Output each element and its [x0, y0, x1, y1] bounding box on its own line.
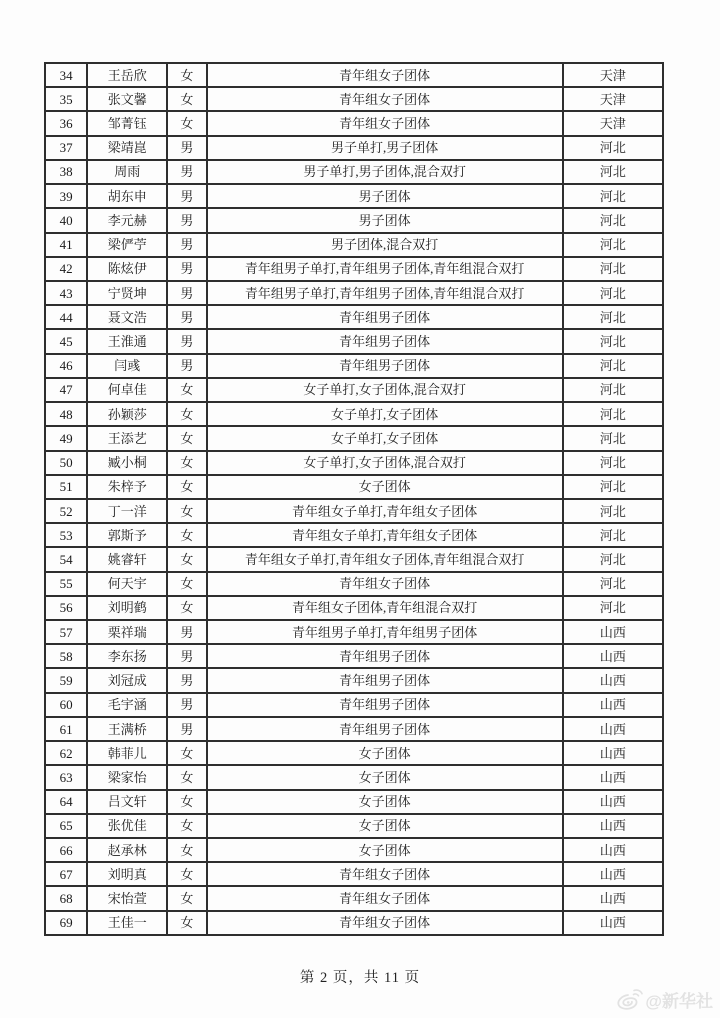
cell-gender: 女: [167, 911, 206, 935]
table-row: [45, 426, 663, 450]
cell-province: 山西: [563, 668, 663, 692]
cell-events: 青年组男子单打,青年组男子团体,青年组混合双打: [207, 281, 563, 305]
cell-events: 青年组女子团体: [207, 911, 563, 935]
cell-gender: 女: [167, 765, 206, 789]
cell-province: 山西: [563, 693, 663, 717]
table-row: [45, 378, 663, 402]
table-row: [45, 184, 663, 208]
cell-events: 女子团体: [207, 790, 563, 814]
table-row: [45, 790, 663, 814]
roster-table-container: [44, 62, 664, 936]
table-row: [45, 596, 663, 620]
cell-name: 陈炫伊: [87, 257, 167, 281]
cell-province: 山西: [563, 717, 663, 741]
table-row: [45, 160, 663, 184]
table-row: [45, 402, 663, 426]
cell-events: 青年组女子团体: [207, 111, 563, 135]
cell-province: 河北: [563, 402, 663, 426]
table-row: [45, 233, 663, 257]
cell-province: 河北: [563, 596, 663, 620]
cell-number: 36: [45, 111, 87, 135]
cell-gender: 男: [167, 305, 206, 329]
cell-gender: 男: [167, 208, 206, 232]
cell-name: 宋怡萱: [87, 886, 167, 910]
cell-name: 王满桥: [87, 717, 167, 741]
table-row: [45, 741, 663, 765]
cell-gender: 男: [167, 644, 206, 668]
table-row: [45, 814, 663, 838]
cell-events: 青年组男子团体: [207, 329, 563, 353]
cell-gender: 男: [167, 693, 206, 717]
cell-province: 山西: [563, 741, 663, 765]
cell-name: 张优佳: [87, 814, 167, 838]
table-row: [45, 693, 663, 717]
cell-events: 青年组男子团体: [207, 305, 563, 329]
cell-gender: 男: [167, 329, 206, 353]
cell-number: 58: [45, 644, 87, 668]
cell-number: 64: [45, 790, 87, 814]
cell-number: 56: [45, 596, 87, 620]
table-row: [45, 572, 663, 596]
cell-events: 女子团体: [207, 741, 563, 765]
cell-events: 男子单打,男子团体: [207, 136, 563, 160]
cell-number: 41: [45, 233, 87, 257]
table-row: [45, 523, 663, 547]
table-row: [45, 305, 663, 329]
cell-events: 青年组女子团体: [207, 886, 563, 910]
cell-name: 孙颖莎: [87, 402, 167, 426]
cell-province: 河北: [563, 257, 663, 281]
cell-events: 青年组女子团体,青年组混合双打: [207, 596, 563, 620]
table-row: [45, 547, 663, 571]
cell-number: 67: [45, 862, 87, 886]
cell-gender: 男: [167, 354, 206, 378]
cell-gender: 男: [167, 184, 206, 208]
table-row: [45, 886, 663, 910]
cell-name: 何天宇: [87, 572, 167, 596]
cell-province: 河北: [563, 451, 663, 475]
table-row: [45, 281, 663, 305]
cell-province: 河北: [563, 547, 663, 571]
cell-events: 女子单打,女子团体,混合双打: [207, 451, 563, 475]
cell-number: 65: [45, 814, 87, 838]
cell-province: 河北: [563, 184, 663, 208]
table-row: [45, 765, 663, 789]
cell-name: 臧小桐: [87, 451, 167, 475]
cell-gender: 女: [167, 862, 206, 886]
cell-name: 刘明真: [87, 862, 167, 886]
cell-number: 51: [45, 475, 87, 499]
cell-events: 男子团体: [207, 184, 563, 208]
cell-name: 王淮通: [87, 329, 167, 353]
table-row: [45, 911, 663, 935]
cell-events: 男子团体: [207, 208, 563, 232]
cell-name: 栗祥瑞: [87, 620, 167, 644]
cell-name: 梁靖崑: [87, 136, 167, 160]
cell-name: 姚睿轩: [87, 547, 167, 571]
cell-province: 天津: [563, 87, 663, 111]
cell-province: 山西: [563, 620, 663, 644]
cell-name: 王添艺: [87, 426, 167, 450]
watermark-label: @新华社: [645, 992, 713, 1011]
cell-province: 山西: [563, 862, 663, 886]
cell-province: 天津: [563, 111, 663, 135]
cell-events: 青年组男子单打,青年组男子团体: [207, 620, 563, 644]
cell-gender: 男: [167, 136, 206, 160]
table-row: [45, 717, 663, 741]
cell-gender: 女: [167, 111, 206, 135]
cell-name: 梁家怡: [87, 765, 167, 789]
cell-gender: 女: [167, 886, 206, 910]
cell-name: 张文馨: [87, 87, 167, 111]
table-row: [45, 620, 663, 644]
cell-events: 青年组男子团体: [207, 644, 563, 668]
cell-name: 吕文轩: [87, 790, 167, 814]
cell-gender: 男: [167, 717, 206, 741]
cell-name: 梁俨苧: [87, 233, 167, 257]
cell-events: 女子团体: [207, 838, 563, 862]
cell-province: 河北: [563, 572, 663, 596]
cell-name: 刘明鹤: [87, 596, 167, 620]
weibo-icon: [617, 989, 643, 1010]
cell-events: 青年组男子单打,青年组男子团体,青年组混合双打: [207, 257, 563, 281]
cell-province: 河北: [563, 499, 663, 523]
cell-number: 43: [45, 281, 87, 305]
cell-events: 女子团体: [207, 814, 563, 838]
cell-name: 周雨: [87, 160, 167, 184]
cell-number: 63: [45, 765, 87, 789]
watermark: [617, 987, 713, 1012]
cell-gender: 女: [167, 451, 206, 475]
cell-name: 丁一洋: [87, 499, 167, 523]
page-footer: [0, 966, 720, 987]
cell-number: 53: [45, 523, 87, 547]
cell-province: 山西: [563, 838, 663, 862]
cell-name: 胡东申: [87, 184, 167, 208]
cell-events: 青年组男子团体: [207, 717, 563, 741]
cell-gender: 男: [167, 257, 206, 281]
cell-number: 42: [45, 257, 87, 281]
cell-number: 62: [45, 741, 87, 765]
cell-number: 40: [45, 208, 87, 232]
cell-province: 河北: [563, 208, 663, 232]
cell-gender: 女: [167, 87, 206, 111]
table-row: [45, 644, 663, 668]
cell-province: 河北: [563, 378, 663, 402]
cell-name: 何卓佳: [87, 378, 167, 402]
table-row: [45, 329, 663, 353]
cell-events: 女子单打,女子团体: [207, 402, 563, 426]
table-row: [45, 499, 663, 523]
cell-gender: 女: [167, 814, 206, 838]
cell-province: 河北: [563, 305, 663, 329]
cell-events: 男子单打,男子团体,混合双打: [207, 160, 563, 184]
cell-number: 50: [45, 451, 87, 475]
cell-province: 山西: [563, 911, 663, 935]
table-row: [45, 838, 663, 862]
cell-gender: 女: [167, 475, 206, 499]
cell-name: 邹菁钰: [87, 111, 167, 135]
cell-events: 青年组男子团体: [207, 354, 563, 378]
cell-name: 宁贤坤: [87, 281, 167, 305]
cell-number: 49: [45, 426, 87, 450]
table-row: [45, 111, 663, 135]
cell-name: 李东扬: [87, 644, 167, 668]
table-row: [45, 451, 663, 475]
cell-name: 韩菲儿: [87, 741, 167, 765]
cell-number: 57: [45, 620, 87, 644]
table-row: [45, 208, 663, 232]
cell-events: 女子单打,女子团体,混合双打: [207, 378, 563, 402]
table-row: [45, 63, 663, 87]
table-row: [45, 862, 663, 886]
cell-province: 河北: [563, 329, 663, 353]
table-row: [45, 87, 663, 111]
cell-number: 37: [45, 136, 87, 160]
cell-events: 青年组女子单打,青年组女子团体: [207, 499, 563, 523]
cell-province: 河北: [563, 233, 663, 257]
table-row: [45, 257, 663, 281]
cell-number: 39: [45, 184, 87, 208]
cell-province: 河北: [563, 523, 663, 547]
cell-gender: 女: [167, 499, 206, 523]
cell-number: 54: [45, 547, 87, 571]
cell-gender: 女: [167, 402, 206, 426]
cell-number: 34: [45, 63, 87, 87]
cell-events: 女子团体: [207, 475, 563, 499]
cell-gender: 女: [167, 547, 206, 571]
cell-events: 女子团体: [207, 765, 563, 789]
cell-number: 48: [45, 402, 87, 426]
cell-gender: 女: [167, 523, 206, 547]
cell-name: 王佳一: [87, 911, 167, 935]
cell-events: 青年组女子团体: [207, 87, 563, 111]
table-row: [45, 668, 663, 692]
cell-gender: 男: [167, 233, 206, 257]
cell-name: 毛宇涵: [87, 693, 167, 717]
cell-province: 山西: [563, 886, 663, 910]
cell-events: 男子团体,混合双打: [207, 233, 563, 257]
cell-number: 45: [45, 329, 87, 353]
cell-province: 河北: [563, 160, 663, 184]
cell-gender: 男: [167, 160, 206, 184]
cell-events: 青年组女子团体: [207, 572, 563, 596]
cell-number: 59: [45, 668, 87, 692]
roster-table-body: [45, 63, 663, 935]
cell-gender: 女: [167, 63, 206, 87]
cell-gender: 男: [167, 281, 206, 305]
cell-number: 35: [45, 87, 87, 111]
cell-gender: 男: [167, 668, 206, 692]
cell-number: 52: [45, 499, 87, 523]
cell-number: 47: [45, 378, 87, 402]
cell-name: 赵承林: [87, 838, 167, 862]
cell-name: 聂文浩: [87, 305, 167, 329]
cell-province: 河北: [563, 281, 663, 305]
cell-number: 60: [45, 693, 87, 717]
cell-name: 刘冠成: [87, 668, 167, 692]
cell-province: 河北: [563, 475, 663, 499]
cell-province: 河北: [563, 426, 663, 450]
cell-province: 山西: [563, 790, 663, 814]
cell-events: 青年组女子团体: [207, 862, 563, 886]
cell-gender: 女: [167, 378, 206, 402]
cell-province: 河北: [563, 354, 663, 378]
cell-name: 朱梓予: [87, 475, 167, 499]
cell-events: 女子单打,女子团体: [207, 426, 563, 450]
cell-gender: 女: [167, 596, 206, 620]
cell-province: 河北: [563, 136, 663, 160]
cell-name: 郭斯予: [87, 523, 167, 547]
table-row: [45, 354, 663, 378]
cell-name: 李元赫: [87, 208, 167, 232]
cell-number: 55: [45, 572, 87, 596]
cell-number: 38: [45, 160, 87, 184]
cell-gender: 女: [167, 426, 206, 450]
cell-name: 王岳欣: [87, 63, 167, 87]
cell-gender: 女: [167, 572, 206, 596]
cell-gender: 男: [167, 620, 206, 644]
cell-events: 青年组女子单打,青年组女子团体,青年组混合双打: [207, 547, 563, 571]
table-row: [45, 475, 663, 499]
cell-gender: 女: [167, 790, 206, 814]
page-indicator: 第 2 页，共 11 页: [299, 970, 421, 986]
cell-gender: 女: [167, 741, 206, 765]
cell-province: 山西: [563, 814, 663, 838]
cell-events: 青年组女子单打,青年组女子团体: [207, 523, 563, 547]
cell-events: 青年组女子团体: [207, 63, 563, 87]
cell-province: 山西: [563, 765, 663, 789]
cell-name: 闫彧: [87, 354, 167, 378]
cell-number: 46: [45, 354, 87, 378]
table-row: [45, 136, 663, 160]
cell-number: 66: [45, 838, 87, 862]
cell-number: 69: [45, 911, 87, 935]
cell-number: 61: [45, 717, 87, 741]
cell-province: 天津: [563, 63, 663, 87]
cell-events: 青年组男子团体: [207, 693, 563, 717]
roster-table: [44, 62, 664, 936]
cell-number: 68: [45, 886, 87, 910]
cell-number: 44: [45, 305, 87, 329]
cell-events: 青年组男子团体: [207, 668, 563, 692]
cell-gender: 女: [167, 838, 206, 862]
cell-province: 山西: [563, 644, 663, 668]
